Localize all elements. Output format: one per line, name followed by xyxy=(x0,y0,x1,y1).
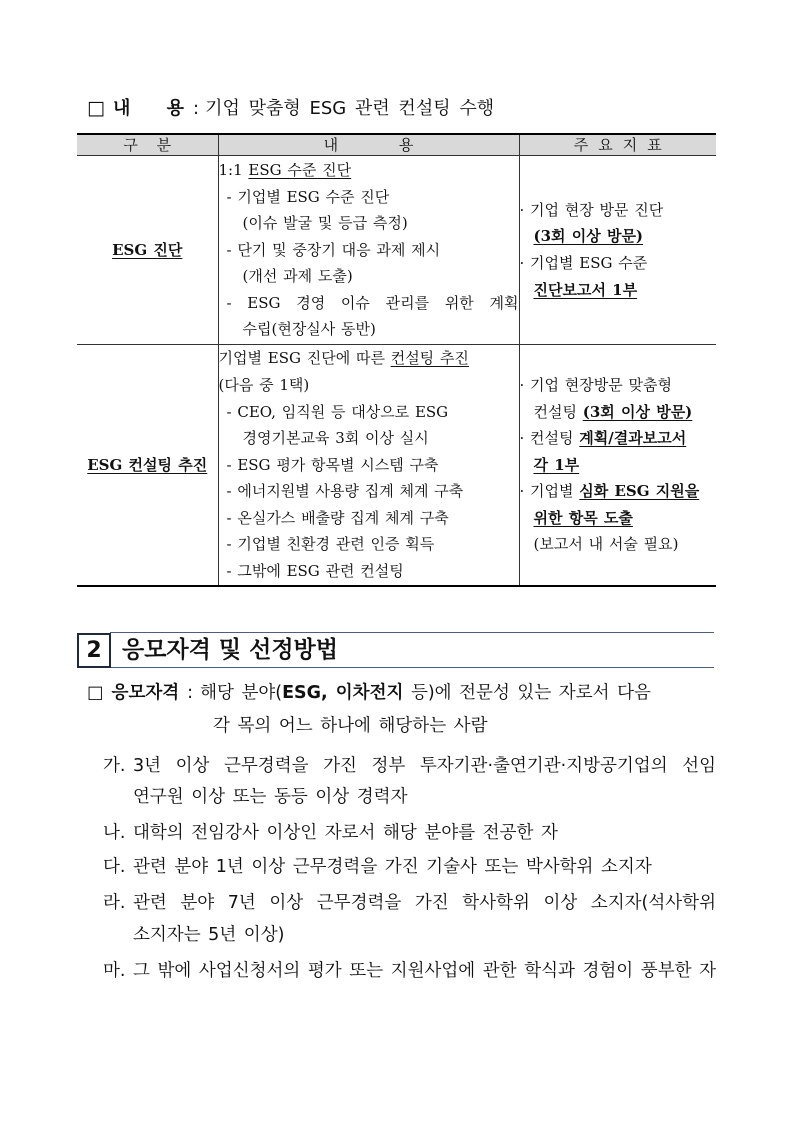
content-cell xyxy=(218,156,519,345)
indicator-text: · 컨설팅 xyxy=(519,429,580,448)
criteria-item-label: 다. xyxy=(103,857,126,877)
indicator-emphasis: 계획/결과보고서 xyxy=(579,429,687,448)
header-category-label: 구 분 xyxy=(123,136,172,154)
indicator-cell xyxy=(519,345,716,587)
indicator-line-continuation xyxy=(520,277,717,304)
indicator-line-continuation xyxy=(520,452,717,479)
content-line xyxy=(219,345,519,372)
indicator-emphasis: (3회 이상 방문) xyxy=(533,227,644,246)
criteria-item-na xyxy=(103,820,716,846)
criteria-item-continuation: 연구원 이상 또는 동등 이상 경력자 xyxy=(133,787,408,807)
eligibility-colon: : xyxy=(187,683,194,703)
indicator-line: · 기업 현장방문 맞춤형 xyxy=(519,375,672,394)
indicator-line-continuation xyxy=(520,505,717,532)
indicator-line xyxy=(520,425,717,452)
criteria-item-label: 나. xyxy=(103,823,126,843)
content-summary-line xyxy=(87,94,494,123)
content-item: - 기업별 ESG 수준 진단 xyxy=(226,187,390,206)
content-item-continuation: (이슈 발굴 및 등급 측정) xyxy=(242,214,408,233)
content-item: - 에너지원별 사용량 집계 체계 구축 xyxy=(226,482,464,501)
category-cell xyxy=(77,156,218,345)
criteria-item-ga xyxy=(103,753,716,779)
indicator-emphasis: 각 1부 xyxy=(533,455,580,474)
content-label: 내 용 xyxy=(112,98,184,119)
criteria-item-label: 라. xyxy=(103,893,126,913)
content-underlined-text: ESG 수준 진단 xyxy=(248,160,352,179)
eligibility-text: 등)에 전문성 있는 자로서 다음 xyxy=(403,683,651,703)
indicator-text: · 기업별 xyxy=(519,482,580,501)
criteria-item-text: 관련 분야 1년 이상 근무경력을 가진 기술사 또는 박사학위 소지자 xyxy=(133,857,652,877)
section-title: 응모자격 및 선정방법 xyxy=(122,637,338,663)
indicator-line-continuation: (보고서 내 서술 필요) xyxy=(533,535,679,554)
content-text: 기업별 ESG 진단에 따른 xyxy=(218,349,391,368)
indicator-line xyxy=(520,478,717,505)
content-item: - 단기 및 중장기 대응 과제 제시 xyxy=(226,240,441,259)
eligibility-label: 응모자격 xyxy=(111,683,180,703)
content-item-continuation: (개선 과제 도출) xyxy=(242,267,353,286)
criteria-item-continuation: 소지자는 5년 이상) xyxy=(133,925,285,945)
content-underlined-text: 컨설팅 추진 xyxy=(390,349,469,368)
indicator-line: · 기업별 ESG 수준 xyxy=(519,254,648,272)
content-item-continuation: 수립(현장실사 동반) xyxy=(242,320,376,339)
criteria-item-text: 3년 이상 근무경력을 가진 정부 투자기관·출연기관·지방공기업의 선임 xyxy=(133,756,716,776)
indicator-line: · 기업 현장 방문 진단 xyxy=(519,200,664,219)
criteria-item-label: 마. xyxy=(103,961,126,981)
header-category xyxy=(77,134,218,156)
category-label: ESG 컨설팅 추진 xyxy=(87,455,208,474)
indicator-line-continuation xyxy=(520,223,717,250)
criteria-item-ra xyxy=(103,890,716,916)
square-bullet-marker: □ xyxy=(87,683,104,703)
category-cell xyxy=(77,345,218,587)
header-content xyxy=(218,134,519,156)
eligibility-fields: ESG, 이차전지 xyxy=(282,683,404,703)
table-row xyxy=(77,345,716,587)
criteria-item-text: 그 밖에 사업신청서의 평가 또는 지원사업에 관한 학식과 경험이 풍부한 자 xyxy=(133,961,716,981)
indicator-emphasis: 위한 항목 도출 xyxy=(533,508,633,527)
indicator-emphasis: 심화 ESG 지원을 xyxy=(579,482,700,501)
header-content-label: 내 용 xyxy=(323,136,414,154)
content-item-continuation: 경영기본교육 3회 이상 실시 xyxy=(242,429,429,448)
table-header-row xyxy=(77,134,716,156)
square-bullet-marker: □ xyxy=(87,97,105,119)
content-line xyxy=(219,157,519,184)
eligibility-text: 해당 분야( xyxy=(200,683,283,703)
indicator-cell xyxy=(519,156,716,345)
criteria-item-text: 대학의 전임강사 이상인 자로서 해당 분야를 전공한 자 xyxy=(133,823,558,843)
table-row xyxy=(77,156,716,345)
content-line: (다음 중 1택) xyxy=(218,375,310,394)
esg-program-table xyxy=(77,133,716,587)
criteria-item-ma xyxy=(103,958,716,984)
content-colon: : xyxy=(193,98,200,119)
indicator-emphasis: (3회 이상 방문) xyxy=(582,402,693,421)
header-indicators xyxy=(519,134,716,156)
eligibility-line-continuation: 각 목의 어느 하나에 해당하는 사람 xyxy=(213,716,488,736)
indicator-emphasis: 진단보고서 1부 xyxy=(533,280,638,299)
indicator-line-continuation xyxy=(520,399,717,426)
criteria-item-da xyxy=(103,854,716,880)
content-cell xyxy=(218,345,519,587)
criteria-item-label: 가. xyxy=(103,756,126,776)
header-indicators-label: 주요지표 xyxy=(573,136,672,154)
content-item: - ESG 평가 항목별 시스템 구축 xyxy=(226,455,439,474)
content-item: - 기업별 친환경 관련 인증 획득 xyxy=(226,535,435,554)
content-item: - CEO, 임직원 등 대상으로 ESG xyxy=(226,402,449,421)
content-summary-text: 기업 맞춤형 ESG 관련 컨설팅 수행 xyxy=(205,98,495,119)
content-item: - 그밖에 ESG 관련 컨설팅 xyxy=(226,562,404,581)
section-number-box: 2 xyxy=(77,633,111,668)
indicator-text: 컨설팅 xyxy=(533,402,583,421)
content-item: - ESG 경영 이슈 관리를 위한 계획 xyxy=(226,293,519,312)
category-label: ESG 진단 xyxy=(112,240,183,259)
content-item: - 온실가스 배출량 집계 체계 구축 xyxy=(226,508,449,527)
eligibility-line xyxy=(87,680,651,706)
criteria-item-text: 관련 분야 7년 이상 근무경력을 가진 학사학위 이상 소지자(석사학위 xyxy=(133,893,716,913)
content-text: 1:1 xyxy=(218,160,249,179)
